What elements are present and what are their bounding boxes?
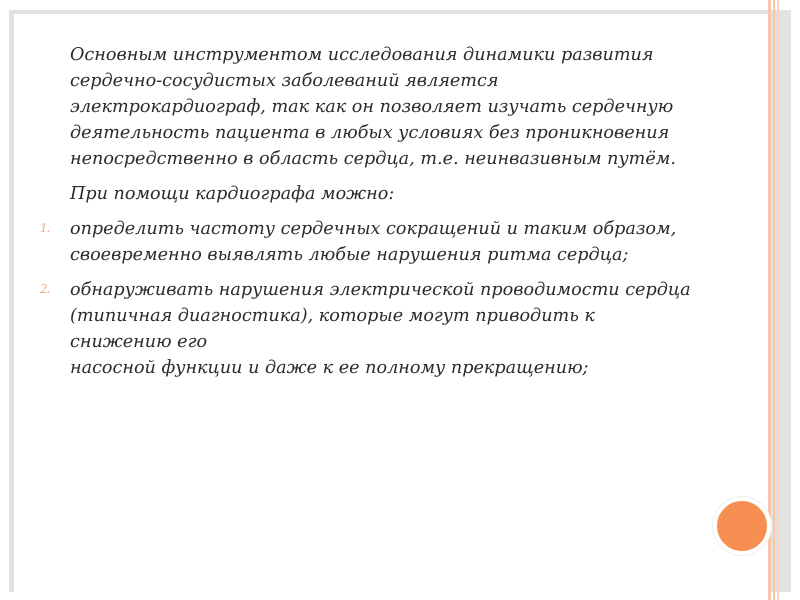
bullet-text-line: определить частоту сердечных сокращений и таким образом, — [70, 219, 677, 239]
bullet-text-line: Основным инструментом исследования динамики развития — [70, 45, 654, 65]
bullet-text-line: электрокардиограф, так как он позволяет изучать сердечную — [70, 97, 674, 117]
slide-body — [40, 42, 752, 390]
bullet-text-line: обнаруживать нарушения электрической проводимости сердца — [70, 280, 691, 300]
orange-circle-decoration — [713, 497, 771, 555]
right-border-stripe — [768, 0, 771, 600]
right-border-stripe — [777, 0, 779, 600]
bullet-text-line: своевременно выявлять любые нарушения ритма сердца; — [70, 245, 629, 265]
bullet-text-line: сердечно-сосудистых заболеваний является — [70, 71, 499, 91]
bullet-text-line: насосной функции и даже к ее полному прекращению; — [70, 358, 589, 378]
numbered-item — [40, 216, 752, 268]
numbered-item — [40, 277, 752, 381]
right-border-stripe — [773, 0, 775, 600]
bullet-item — [40, 42, 752, 172]
bullet-text-line: (типичная диагностика), которые могут приводить к — [70, 306, 595, 326]
list-number: 1. — [40, 221, 51, 236]
bullet-text-line: снижению его — [70, 332, 208, 352]
bullet-text-line: непосредственно в область сердца, т.е. неинвазивным путём. — [70, 149, 676, 169]
bullet-item — [40, 181, 752, 207]
bullet-text-line: При помощи кардиографа можно: — [70, 184, 395, 204]
bullet-text-line: деятельность пациента в любых условиях без проникновения — [70, 123, 670, 143]
list-number: 2. — [40, 282, 51, 297]
